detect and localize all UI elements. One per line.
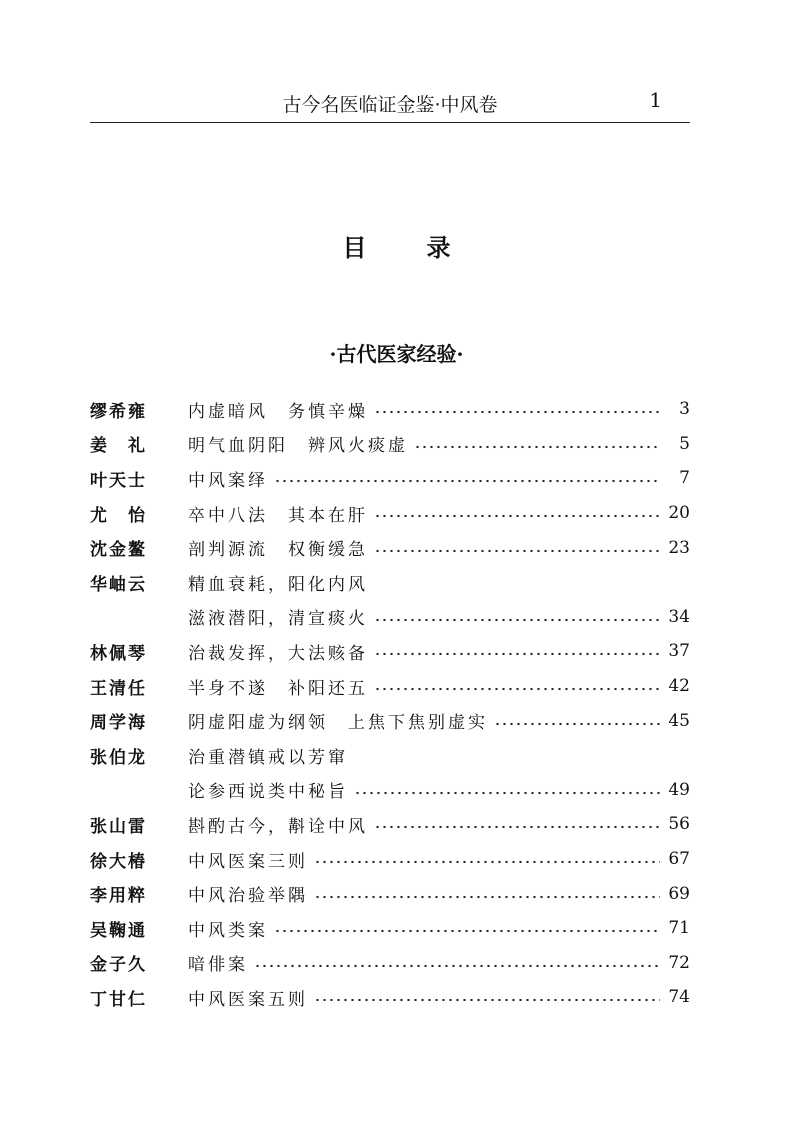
toc-entry[interactable] <box>90 600 690 635</box>
entry-title: 明气血阴阳 辨风火痰虚 <box>188 436 408 457</box>
toc-entry[interactable] <box>90 669 690 704</box>
dot-leader <box>374 687 660 691</box>
dot-leader <box>274 479 660 483</box>
entry-page: 3 <box>679 399 690 420</box>
dot-leader <box>314 998 660 1002</box>
running-header-title: 古今名医临证金鉴·中风卷 <box>282 94 498 116</box>
entry-title: 喑俳案 <box>188 955 248 976</box>
toc-entry[interactable] <box>90 530 690 565</box>
entry-title: 剖判源流 权衡缓急 <box>188 540 368 561</box>
entry-author: 徐大椿 <box>90 851 147 872</box>
entry-author: 周学海 <box>90 713 147 734</box>
dot-leader <box>354 791 660 795</box>
entry-title: 中风医案五则 <box>188 989 308 1010</box>
entry-title: 中风案绎 <box>188 470 268 491</box>
entry-author: 华岫云 <box>90 574 147 595</box>
entry-page: 37 <box>668 641 690 662</box>
toc-list <box>90 392 690 1015</box>
entry-page: 56 <box>668 814 690 835</box>
dot-leader <box>414 445 660 449</box>
entry-author: 王清任 <box>90 678 147 699</box>
entry-author: 林佩琴 <box>90 643 147 664</box>
entry-page: 20 <box>668 503 690 524</box>
entry-author: 姜 礼 <box>90 436 147 457</box>
dot-leader <box>374 514 660 518</box>
toc-entry[interactable] <box>90 461 690 496</box>
dot-leader <box>314 895 660 899</box>
toc-entry[interactable] <box>90 773 690 808</box>
entry-title: 斟酌古今，斠诠中风 <box>188 816 368 837</box>
entry-page: 49 <box>668 779 690 800</box>
entry-page: 71 <box>668 918 690 939</box>
entry-page: 67 <box>668 849 690 870</box>
running-header <box>90 88 690 123</box>
toc-entry[interactable] <box>90 946 690 981</box>
toc-entry[interactable] <box>90 634 690 669</box>
entry-author: 金子久 <box>90 955 147 976</box>
entry-title: 阴虚阳虚为纲领 上焦下焦别虚实 <box>188 713 488 734</box>
toc-entry[interactable] <box>90 807 690 842</box>
entry-page: 45 <box>668 710 690 731</box>
toc-entry[interactable] <box>90 876 690 911</box>
entry-author: 叶天士 <box>90 470 147 491</box>
toc-entry[interactable] <box>90 496 690 531</box>
dot-leader <box>374 549 660 553</box>
dot-leader <box>374 618 660 622</box>
entry-page: 42 <box>668 676 690 697</box>
entry-title: 卒中八法 其本在肝 <box>188 505 368 526</box>
toc-entry[interactable] <box>90 392 690 427</box>
toc-title: 目录 <box>342 234 511 262</box>
toc-entry[interactable] <box>90 703 690 738</box>
entry-title: 中风治验举隅 <box>188 886 308 907</box>
entry-author: 张伯龙 <box>90 747 147 768</box>
entry-page: 23 <box>668 537 690 558</box>
dot-leader <box>374 410 660 414</box>
entry-author: 缪希雍 <box>90 401 147 422</box>
page-number: 1 <box>649 88 662 112</box>
entry-author: 吴鞠通 <box>90 920 147 941</box>
entry-title: 中风医案三则 <box>188 851 308 872</box>
toc-entry[interactable] <box>90 565 690 600</box>
toc-entry[interactable] <box>90 842 690 877</box>
entry-title: 治裁发挥，大法赅备 <box>188 643 368 664</box>
entry-author: 沈金鳌 <box>90 540 147 561</box>
dot-leader <box>314 860 660 864</box>
entry-author: 丁甘仁 <box>90 989 147 1010</box>
dot-leader <box>374 652 660 656</box>
entry-page: 69 <box>668 883 690 904</box>
entry-author: 李用粹 <box>90 886 147 907</box>
dot-leader <box>374 825 660 829</box>
section-heading: ·古代医家经验· <box>329 342 464 366</box>
entry-title: 治重潜镇戒以芳窜 <box>188 747 348 768</box>
entry-page: 7 <box>679 468 690 489</box>
toc-entry[interactable] <box>90 911 690 946</box>
entry-page: 34 <box>668 606 690 627</box>
toc-entry[interactable] <box>90 738 690 773</box>
entry-page: 74 <box>668 987 690 1008</box>
dot-leader <box>274 929 660 933</box>
entry-title: 滋液潜阳，清宣痰火 <box>188 609 368 630</box>
entry-author: 尤 怡 <box>90 505 147 526</box>
entry-page: 5 <box>679 433 690 454</box>
entry-title: 论参西说类中秘旨 <box>188 782 348 803</box>
entry-author: 张山雷 <box>90 816 147 837</box>
dot-leader <box>254 964 660 968</box>
entry-title: 中风类案 <box>188 920 268 941</box>
entry-title: 半身不遂 补阳还五 <box>188 678 368 699</box>
toc-entry[interactable] <box>90 980 690 1015</box>
entry-title: 精血衰耗，阳化内风 <box>188 574 368 595</box>
dot-leader <box>494 722 660 726</box>
entry-page: 72 <box>668 952 690 973</box>
entry-title: 内虚暗风 务慎辛燥 <box>188 401 368 422</box>
toc-entry[interactable] <box>90 427 690 462</box>
